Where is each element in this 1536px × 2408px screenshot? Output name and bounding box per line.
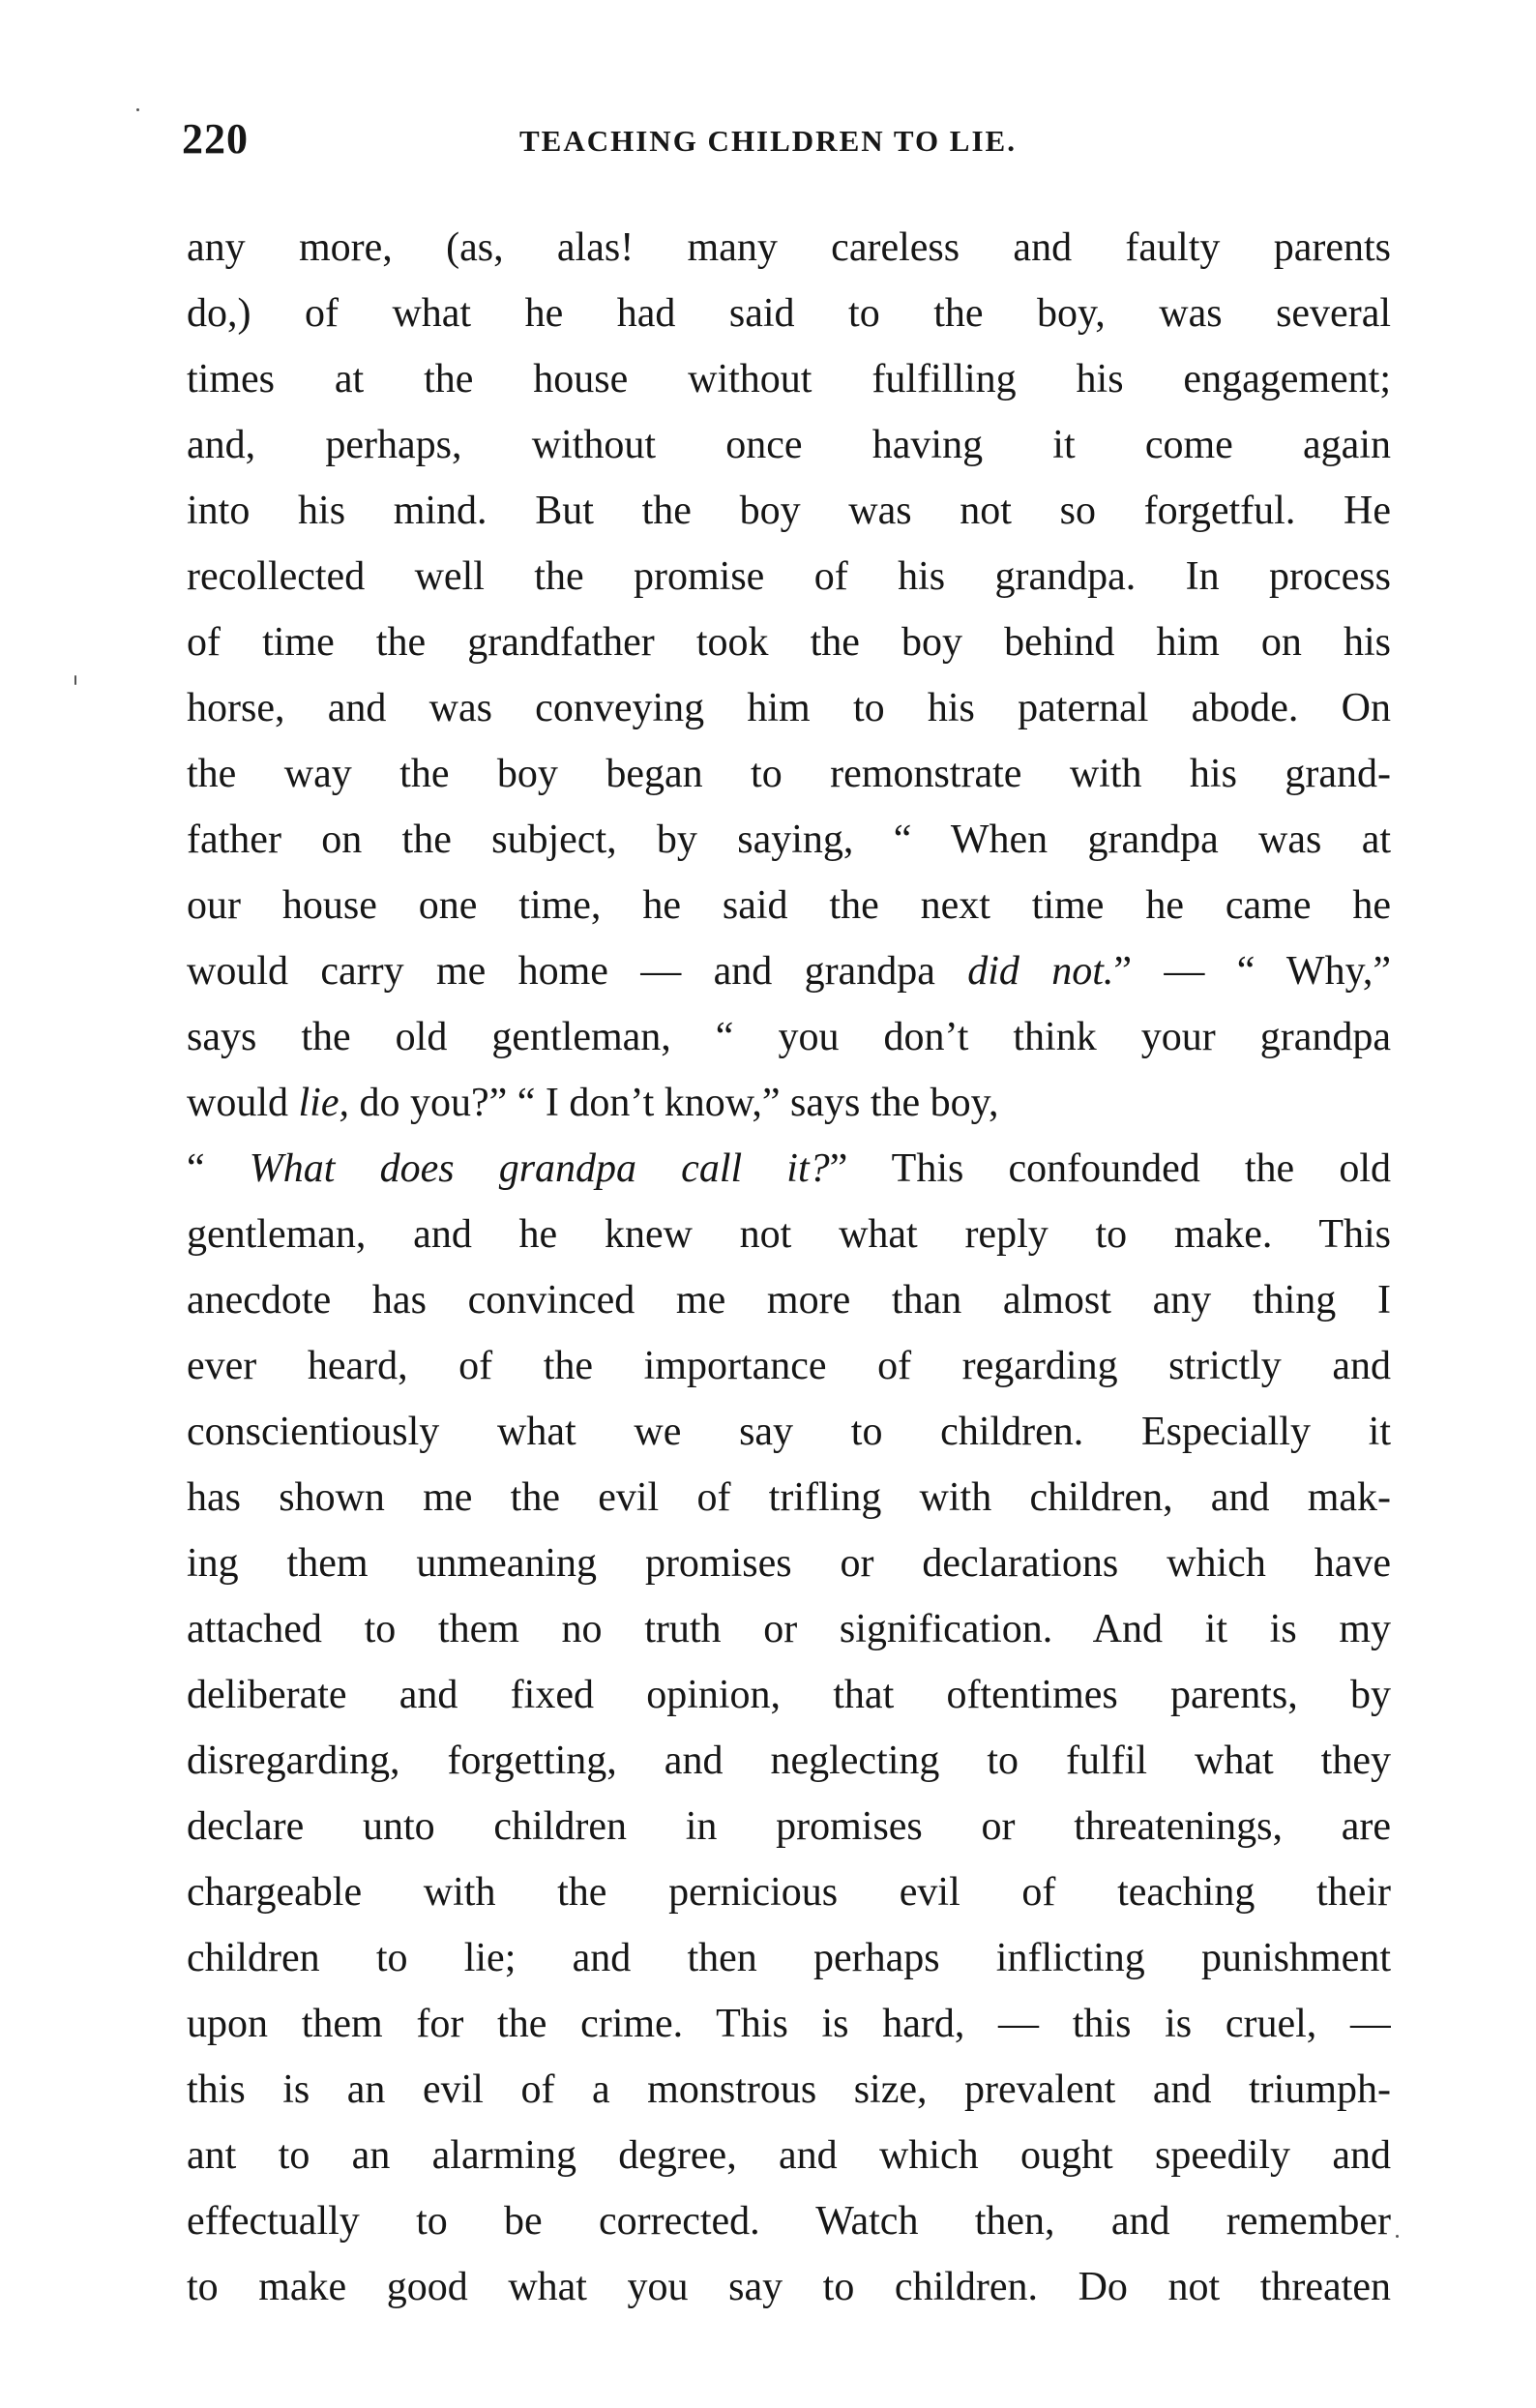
text-line bbox=[187, 1596, 1391, 1662]
text-segment: horse, and was conveying him to his paternal abode. On bbox=[187, 686, 1391, 730]
text-segment: upon them for the crime. This is hard, — this is cruel, — bbox=[187, 2002, 1391, 2046]
text-segment: conscientiously what we say to children. Especially it bbox=[187, 1410, 1391, 1454]
page-number: 220 bbox=[182, 115, 249, 163]
text-segment: would carry me home — and grandpa bbox=[187, 949, 968, 994]
text-line bbox=[187, 1465, 1391, 1531]
text-line bbox=[187, 1859, 1391, 1925]
text-segment: has shown me the evil of trifling with children, and mak- bbox=[187, 1475, 1391, 1520]
text-segment: times at the house without fulfilling his engagement; bbox=[187, 357, 1391, 401]
scan-speck bbox=[74, 675, 76, 685]
text-line bbox=[187, 544, 1391, 609]
text-segment: children to lie; and then perhaps inflicting punishment bbox=[187, 1936, 1391, 1980]
text-segment: father on the subject, by saying, “ When grandpa was at bbox=[187, 818, 1391, 862]
text-line bbox=[187, 281, 1391, 346]
text-line bbox=[187, 873, 1391, 938]
text-segment: recollected well the promise of his grandpa. In process bbox=[187, 554, 1391, 599]
text-segment: would bbox=[187, 1081, 299, 1125]
text-segment: our house one time, he said the next time he came he bbox=[187, 883, 1391, 928]
text-line bbox=[187, 1333, 1391, 1399]
text-segment: ” — “ Why,” bbox=[1113, 949, 1391, 994]
text-line bbox=[187, 807, 1391, 873]
text-line bbox=[187, 2057, 1391, 2123]
text-segment: into his mind. But the boy was not so forgetful. He bbox=[187, 489, 1391, 533]
text-line bbox=[187, 2188, 1391, 2254]
text-segment: gentleman, and he knew not what reply to make. This bbox=[187, 1212, 1391, 1257]
text-line bbox=[187, 1267, 1391, 1333]
text-segment: of time the grandfather took the boy behind him on his bbox=[187, 620, 1391, 665]
text-line bbox=[187, 938, 1391, 1004]
text-line bbox=[187, 1136, 1391, 1202]
text-segment: declare unto children in promises or threatenings, are bbox=[187, 1804, 1391, 1849]
scan-speck bbox=[136, 108, 139, 111]
text-line bbox=[187, 215, 1391, 281]
text-line bbox=[187, 1004, 1391, 1070]
text-segment: the way the boy began to remonstrate with his grand- bbox=[187, 752, 1391, 796]
text-segment: chargeable with the pernicious evil of teaching their bbox=[187, 1870, 1391, 1915]
text-line bbox=[187, 741, 1391, 807]
text-segment: ing them unmeaning promises or declarations which have bbox=[187, 1541, 1391, 1586]
running-head: TEACHING CHILDREN TO LIE. bbox=[519, 124, 1017, 158]
page-header bbox=[0, 114, 1536, 172]
scan-speck bbox=[1396, 2235, 1399, 2238]
text-segment: do you?” “ I don’t know,” says the boy, bbox=[348, 1081, 999, 1125]
text-line bbox=[187, 1399, 1391, 1465]
text-segment: anecdote has convinced me more than almost any thing I bbox=[187, 1278, 1391, 1323]
text-line bbox=[187, 675, 1391, 741]
text-segment: ” This confounded the old bbox=[829, 1146, 1391, 1191]
text-line bbox=[187, 346, 1391, 412]
text-line bbox=[187, 1202, 1391, 1267]
text-segment: to make good what you say to children. Do not threaten bbox=[187, 2265, 1391, 2309]
text-line bbox=[187, 609, 1391, 675]
body-text bbox=[187, 215, 1391, 2320]
text-segment: ant to an alarming degree, and which ought speedily and bbox=[187, 2133, 1391, 2178]
text-line bbox=[187, 1991, 1391, 2057]
text-segment: ever heard, of the importance of regarding strictly and bbox=[187, 1344, 1391, 1388]
text-segment: attached to them no truth or signification. And it is my bbox=[187, 1607, 1391, 1651]
italic-text: lie, bbox=[298, 1081, 349, 1125]
text-segment: this is an evil of a monstrous size, prevalent and triumph- bbox=[187, 2067, 1391, 2112]
text-segment: says the old gentleman, “ you don’t think your grandpa bbox=[187, 1015, 1391, 1059]
text-line bbox=[187, 1070, 1391, 1136]
text-line bbox=[187, 1662, 1391, 1728]
text-segment: any more, (as, alas! many careless and faulty parents bbox=[187, 225, 1391, 270]
text-segment: “ bbox=[187, 1146, 250, 1191]
text-segment: and, perhaps, without once having it come again bbox=[187, 423, 1391, 467]
text-line bbox=[187, 1925, 1391, 1991]
italic-text: What does grandpa call it? bbox=[249, 1146, 830, 1191]
text-line bbox=[187, 1531, 1391, 1596]
text-segment: disregarding, forgetting, and neglecting to fulfil what they bbox=[187, 1739, 1391, 1783]
text-segment: deliberate and fixed opinion, that oftentimes parents, by bbox=[187, 1673, 1391, 1717]
text-line bbox=[187, 2254, 1391, 2320]
italic-text: did not. bbox=[967, 949, 1114, 994]
text-line bbox=[187, 478, 1391, 544]
text-line bbox=[187, 1728, 1391, 1794]
text-segment: effectually to be corrected. Watch then, and remember bbox=[187, 2199, 1391, 2244]
text-segment: do,) of what he had said to the boy, was several bbox=[187, 291, 1391, 336]
text-line bbox=[187, 2123, 1391, 2188]
text-line bbox=[187, 1794, 1391, 1859]
text-line bbox=[187, 412, 1391, 478]
